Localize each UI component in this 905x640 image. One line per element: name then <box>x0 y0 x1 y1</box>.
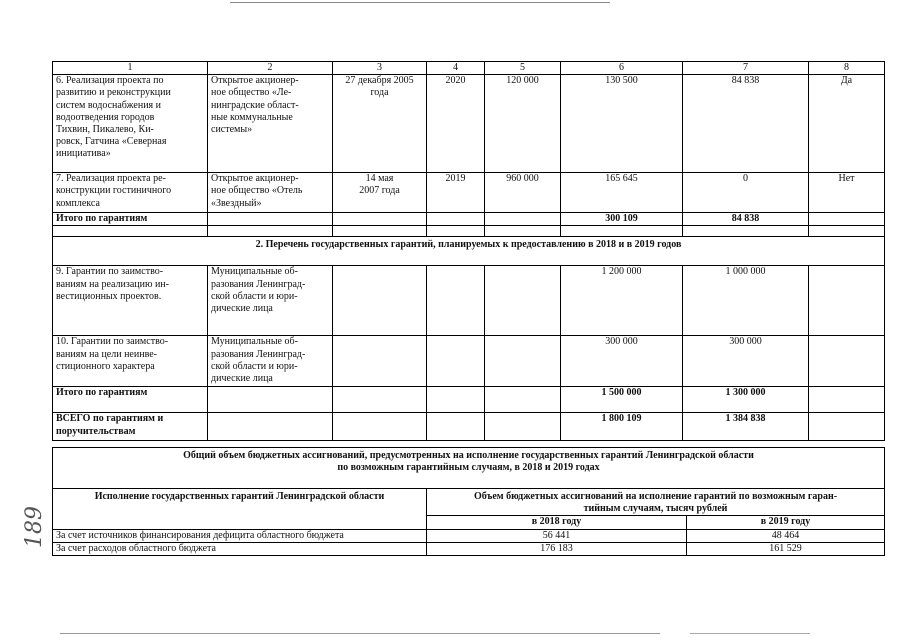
summary-title: Общий объем бюджетных ассигнований, предусмотренных на исполнение государственных гарантий Ленинградской области по возможным гарантийным случаям, в 2018 и 2019 годах <box>53 448 885 489</box>
scan-edge-bottom <box>60 633 660 634</box>
guarantee-col6: 300 000 <box>561 336 683 387</box>
summary-head-left: Исполнение государственных гарантий Ленинградской области <box>53 489 427 530</box>
project-name: 7. Реализация проекта ре- конструкции гостиничного комплекса <box>53 173 208 213</box>
section2-title: 2. Перечень государственных гарантий, планируемых к предоставлению в 2018 и в 2019 годов <box>53 237 885 266</box>
project-col7: 84 838 <box>683 75 809 173</box>
total-col6: 300 109 <box>561 213 683 226</box>
col-num: 6 <box>561 62 683 75</box>
col-num: 8 <box>809 62 885 75</box>
scan-edge-bottom-right <box>690 633 810 634</box>
blank-row <box>53 226 885 237</box>
project-organization: Открытое акционер- ное общество «Отель «Звездный» <box>208 173 333 213</box>
col-num: 2 <box>208 62 333 75</box>
project-col8: Нет <box>809 173 885 213</box>
total-label: Итого по гарантиям <box>53 387 208 413</box>
summary-label: За счет источников финансирования дефицита областного бюджета <box>53 529 427 542</box>
project-organization: Открытое акционер- ное общество «Ле- нинградские област- ные коммунальные системы» <box>208 75 333 173</box>
project-col5: 120 000 <box>485 75 561 173</box>
grand-total-row <box>53 413 885 441</box>
project-date: 27 декабря 2005 года <box>333 75 427 173</box>
col-num: 4 <box>427 62 485 75</box>
guarantee-recipients: Муниципальные об- разования Ленинград- ской области и юри- дические лица <box>208 336 333 387</box>
total-col6: 1 500 000 <box>561 387 683 413</box>
column-numbers-row <box>53 62 885 75</box>
guarantee-col7: 1 000 000 <box>683 266 809 336</box>
total-label: Итого по гарантиям <box>53 213 208 226</box>
grand-total-label: ВСЕГО по гарантиям и поручительствам <box>53 413 208 441</box>
summary-head-row <box>53 489 885 516</box>
summary-title-row <box>53 448 885 489</box>
col-num: 7 <box>683 62 809 75</box>
col-num: 3 <box>333 62 427 75</box>
total-row <box>53 387 885 413</box>
total-col7: 1 300 000 <box>683 387 809 413</box>
project-name: 6. Реализация проекта по развитию и реконструкции систем водоснабжения и водоотведения городов Тихвин, Пикалево, Ки- ровск, Гатчина «Северная инициатива» <box>53 75 208 173</box>
summary-2019: 48 464 <box>687 529 885 542</box>
summary-2018: 176 183 <box>427 542 687 555</box>
guarantee-col7: 300 000 <box>683 336 809 387</box>
project-year: 2020 <box>427 75 485 173</box>
project-col7: 0 <box>683 173 809 213</box>
guarantee-recipients: Муниципальные об- разования Ленинград- ской области и юри- дические лица <box>208 266 333 336</box>
guarantee-name: 9. Гарантии по заимство- ваниям на реализацию ин- вестиционных проектов. <box>53 266 208 336</box>
table-row <box>53 336 885 387</box>
year-2019-header: в 2019 году <box>687 516 885 529</box>
guarantee-name: 10. Гарантии по заимство- ваниям на цели неинве- стиционного характера <box>53 336 208 387</box>
summary-head-right: Объем бюджетных ассигнований на исполнение гарантий по возможным гаран- тийным случаям, тысяч рублей <box>427 489 885 516</box>
project-col6: 165 645 <box>561 173 683 213</box>
year-2018-header: в 2018 году <box>427 516 687 529</box>
summary-row <box>53 529 885 542</box>
project-col5: 960 000 <box>485 173 561 213</box>
summary-row <box>53 542 885 555</box>
section-header-row <box>53 237 885 266</box>
col-num: 5 <box>485 62 561 75</box>
total-col7: 84 838 <box>683 213 809 226</box>
grand-total-col6: 1 800 109 <box>561 413 683 441</box>
table-row <box>53 75 885 173</box>
project-col8: Да <box>809 75 885 173</box>
table-row <box>53 173 885 213</box>
guarantees-table <box>52 61 885 441</box>
total-row <box>53 213 885 226</box>
summary-table <box>52 447 885 556</box>
table-row <box>53 266 885 336</box>
project-year: 2019 <box>427 173 485 213</box>
handwritten-page-number: 189 <box>22 506 47 548</box>
scan-edge-top <box>230 2 610 3</box>
summary-2018: 56 441 <box>427 529 687 542</box>
summary-2019: 161 529 <box>687 542 885 555</box>
summary-label: За счет расходов областного бюджета <box>53 542 427 555</box>
col-num: 1 <box>53 62 208 75</box>
guarantee-col6: 1 200 000 <box>561 266 683 336</box>
project-col6: 130 500 <box>561 75 683 173</box>
project-date: 14 мая 2007 года <box>333 173 427 213</box>
grand-total-col7: 1 384 838 <box>683 413 809 441</box>
